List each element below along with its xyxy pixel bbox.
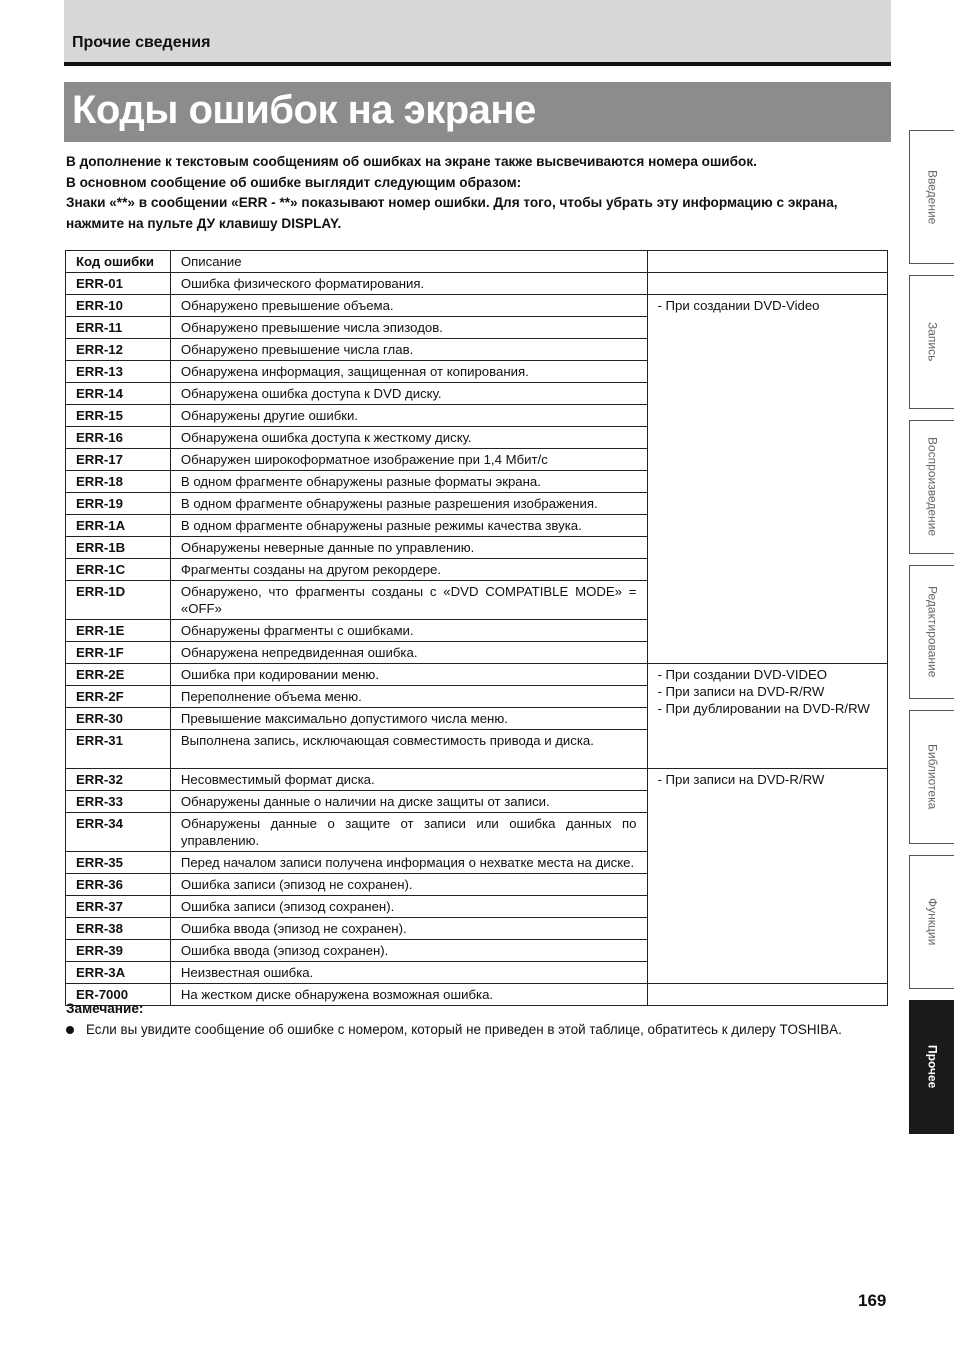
table-row [66, 984, 888, 1006]
error-description: Обнаружена информация, защищенная от копирования. [170, 361, 647, 383]
error-code: ERR-1A [66, 515, 171, 537]
error-description: Перед началом записи получена информация о нехватке места на диске. [170, 852, 647, 874]
error-description: Обнаружена ошибка доступа к жесткому диску. [170, 427, 647, 449]
error-code: ERR-38 [66, 918, 171, 940]
error-description: Обнаружены фрагменты с ошибками. [170, 620, 647, 642]
side-tab-other[interactable] [909, 1000, 954, 1134]
note-group-menu [647, 664, 888, 769]
error-code: ERR-1C [66, 559, 171, 581]
error-description: Ошибка ввода (эпизод сохранен). [170, 940, 647, 962]
error-description: Ошибка при кодировании меню. [170, 664, 647, 686]
header-note [647, 251, 888, 273]
error-code: ERR-15 [66, 405, 171, 427]
error-description: Ошибка ввода (эпизод не сохранен). [170, 918, 647, 940]
error-description: Ошибка записи (эпизод не сохранен). [170, 874, 647, 896]
header-description: Описание [170, 251, 647, 273]
title-bar [64, 82, 891, 142]
side-tab-library[interactable] [909, 710, 954, 844]
error-description: Обнаружены данные о защите от записи или ошибка данных по управлению. [170, 813, 647, 852]
error-description: Обнаружен широкоформатное изображение при 1,4 Мбит/с [170, 449, 647, 471]
error-description: Неизвестная ошибка. [170, 962, 647, 984]
note-line: - При создании DVD-VIDEO [657, 667, 828, 682]
bullet-icon [66, 1026, 74, 1034]
error-description: Фрагменты созданы на другом рекордере. [170, 559, 647, 581]
error-description: Обнаружены данные о наличии на диске защиты от записи. [170, 791, 647, 813]
error-description: Обнаружено, что фрагменты созданы с «DVD COMPATIBLE MODE» = «OFF» [170, 581, 647, 620]
error-code: ERR-17 [66, 449, 171, 471]
error-code: ERR-39 [66, 940, 171, 962]
remark [66, 1022, 886, 1037]
note-dvd-rw [647, 769, 888, 984]
error-codes-table [65, 250, 888, 1006]
side-tab-label: Введение [925, 169, 940, 225]
side-tab-playback[interactable] [909, 420, 954, 554]
table-row [66, 769, 888, 791]
error-description: Обнаружено превышение числа глав. [170, 339, 647, 361]
note-line: - При записи на DVD-R/RW [657, 772, 825, 787]
side-tab-label: Запись [925, 322, 940, 362]
error-description: Обнаружена ошибка доступа к DVD диску. [170, 383, 647, 405]
error-code: ERR-2E [66, 664, 171, 686]
page-number: 169 [858, 1291, 887, 1310]
side-tab-label: Функции [925, 898, 940, 946]
error-description: Выполнена запись, исключающая совместимость привода и диска. [170, 730, 647, 769]
error-code: ERR-1F [66, 642, 171, 664]
error-description: Обнаружено превышение объема. [170, 295, 647, 317]
error-code: ERR-01 [66, 273, 171, 295]
error-description: Обнаружена непредвиденная ошибка. [170, 642, 647, 664]
note-line: - При создании DVD-Video [657, 298, 820, 313]
intro-line: В дополнение к текстовым сообщениям об ошибках на экране также высвечиваются номера ошибок. [66, 154, 757, 169]
header-code: Код ошибки [66, 251, 171, 273]
intro-line: В основном сообщение об ошибке выглядит следующим образом: [66, 174, 522, 190]
error-code: ERR-30 [66, 708, 171, 730]
error-description: Обнаружены другие ошибки. [170, 405, 647, 427]
error-description: Ошибка записи (эпизод сохранен). [170, 896, 647, 918]
side-tab-functions[interactable] [909, 855, 954, 989]
error-code: ERR-16 [66, 427, 171, 449]
side-tab-recording[interactable] [909, 275, 954, 409]
note-line: - При записи на DVD-R/RW [657, 684, 825, 699]
error-code: ERR-14 [66, 383, 171, 405]
remark-text: Если вы увидите сообщение об ошибке с номером, который не приведен в этой таблице, обратитесь к дилеру TOSHIBA. [86, 1022, 842, 1037]
section-header-label: Прочие сведения [72, 34, 211, 51]
error-description: В одном фрагменте обнаружены разные разрешения изображения. [170, 493, 647, 515]
error-code: ERR-34 [66, 813, 171, 852]
error-description: Обнаружено превышение числа эпизодов. [170, 317, 647, 339]
section-header [64, 0, 891, 62]
error-code: ERR-19 [66, 493, 171, 515]
side-tab-introduction[interactable] [909, 130, 954, 264]
page-title: Коды ошибок на экране [72, 88, 536, 132]
error-code: ERR-11 [66, 317, 171, 339]
error-code: ERR-35 [66, 852, 171, 874]
error-description: Превышение максимально допустимого числа меню. [170, 708, 647, 730]
error-description: В одном фрагменте обнаружены разные форматы экрана. [170, 471, 647, 493]
error-description: В одном фрагменте обнаружены разные режимы качества звука. [170, 515, 647, 537]
error-description: Ошибка физического форматирования. [170, 273, 647, 295]
error-code: ERR-1E [66, 620, 171, 642]
error-code: ERR-1B [66, 537, 171, 559]
table-header-row [66, 251, 888, 273]
note-empty [647, 984, 888, 1006]
error-code: ERR-37 [66, 896, 171, 918]
table-row [66, 664, 888, 686]
error-code: ERR-18 [66, 471, 171, 493]
error-code: ERR-13 [66, 361, 171, 383]
intro-line: Знаки «**» в сообщении «ERR - **» показывают номер ошибки. Для того, чтобы убрать эту информацию с экрана, нажмите на пульте ДУ клавишу DISPLAY. [66, 195, 838, 231]
side-tab-label: Редактирование [925, 586, 940, 678]
error-description: Обнаружены неверные данные по управлению. [170, 537, 647, 559]
error-code: ERR-10 [66, 295, 171, 317]
side-tab-label: Библиотека [925, 744, 940, 810]
error-code: ERR-2F [66, 686, 171, 708]
error-code: ERR-31 [66, 730, 171, 769]
note-empty [647, 273, 888, 295]
error-description: Несовместимый формат диска. [170, 769, 647, 791]
error-code: ERR-1D [66, 581, 171, 620]
remark-title: Замечание: [66, 1001, 144, 1016]
note-dvd-video [647, 295, 888, 664]
table-row [66, 295, 888, 317]
error-description: На жестком диске обнаружена возможная ошибка. [170, 984, 647, 1006]
side-tab-label: Прочее [925, 1045, 940, 1089]
intro-text [66, 152, 891, 234]
error-code: ERR-33 [66, 791, 171, 813]
table-row [66, 273, 888, 295]
error-code: ERR-32 [66, 769, 171, 791]
side-tab-label: Воспроизведение [925, 437, 940, 537]
error-code: ERR-12 [66, 339, 171, 361]
header-rule [64, 62, 891, 66]
error-code: ERR-36 [66, 874, 171, 896]
error-code: ERR-3A [66, 962, 171, 984]
error-description: Переполнение объема меню. [170, 686, 647, 708]
side-tab-editing[interactable] [909, 565, 954, 699]
error-code: ER-7000 [66, 984, 171, 1006]
note-line: - При дублировании на DVD-R/RW [657, 701, 870, 716]
